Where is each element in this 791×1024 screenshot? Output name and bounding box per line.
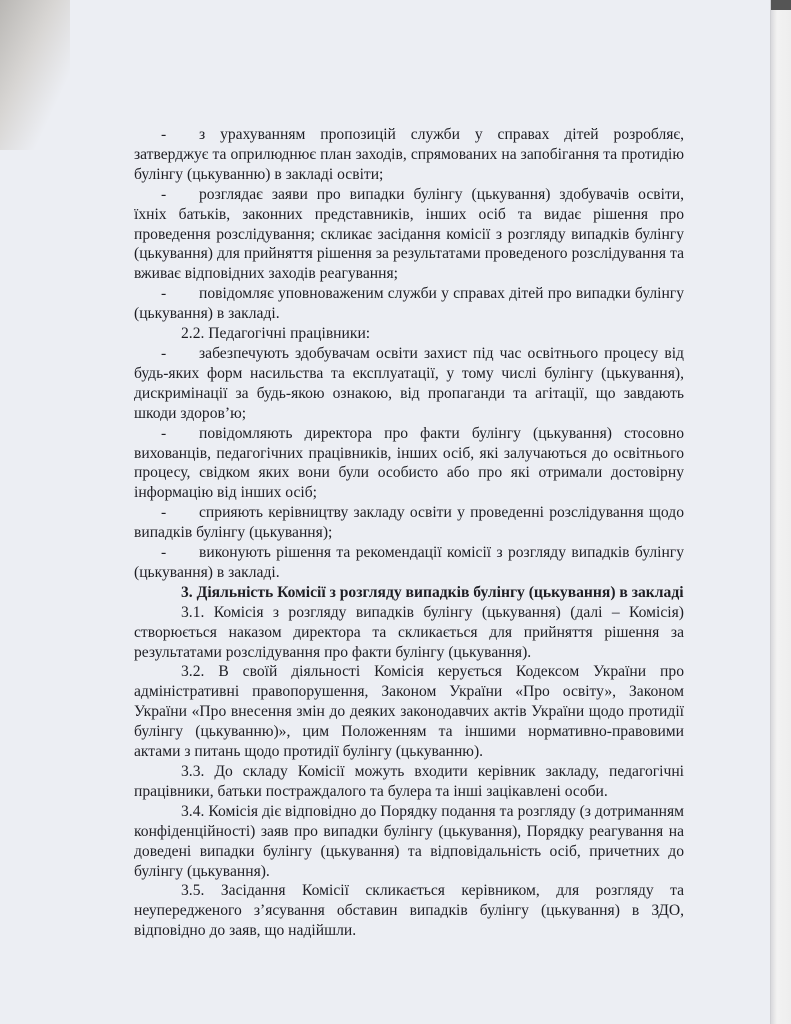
bullet-dash: -	[161, 344, 167, 362]
list-item-text: повідомляє уповноваженим служби у справах дітей про випадки булінгу (цькування) в закладі.	[134, 285, 684, 323]
list-item-text: забезпечують здобувачам освіти захист під час освітнього процесу від будь-яких форм насильства та експлуатації, у тому числі булінгу (цькування), дискримінації за будь-якою ознакою, від пропаганди та агітації, що завдають шкоди здоров’ю;	[134, 344, 684, 422]
list-item	[134, 284, 684, 324]
paragraph-3-3: 3.3. До складу Комісії можуть входити керівник закладу, педагогічні працівники, батьки постраждалого та булера та інші зацікавлені особи.	[134, 763, 684, 800]
paragraph-3-4: 3.4. Комісія діє відповідно до Порядку подання та розгляду (з дотриманням конфіденційності) заяв про випадки булінгу (цькування), Порядку реагування на доведені випадки булінгу (цькування) та відповідальність осіб, причетних до булінгу (цькування).	[134, 802, 684, 880]
list-item-text: виконують рішення та рекомендації комісії з розгляду випадків булінгу (цькування) в закладі.	[134, 544, 684, 581]
scan-corner-shadow	[0, 0, 70, 150]
list-item	[134, 125, 684, 185]
section-3-heading: 3. Діяльність Комісії з розгляду випадків булінгу (цькування) в закладі	[181, 583, 684, 601]
list-item	[134, 344, 684, 424]
document-page	[134, 125, 684, 941]
bullet-dash: -	[161, 544, 167, 562]
list-item-text: повідомляють директора про факти булінгу (цькування) стосовно вихованців, педагогічних працівників, інших осіб, які залучаються до освітнього процесу, свідком яких вони були особисто або про які отримали достовірну інформацію від інших осіб;	[134, 424, 684, 502]
bullet-dash: -	[161, 185, 167, 203]
section-2-2-title: 2.2. Педагогічні працівники:	[181, 325, 371, 343]
list-item	[134, 543, 684, 583]
list-item-text: розглядає заяви про випадки булінгу (цькування) здобувачів освіти, їхніх батьків, законних представників, інших осіб та видає рішення про проведення розслідування; скликає засідання комісії з розгляду випадків булінгу (цькування) для прийняття рішення за результатами проведеного розслідування та вживає відповідних заходів реагування;	[134, 185, 684, 283]
list-item-text: з урахуванням пропозицій служби у справах дітей розробляє, затверджує та оприлюднює план заходів, спрямованих на запобігання та протидію булінгу (цькуванню) в закладі освіти;	[134, 126, 684, 183]
paragraph-3-1: 3.1. Комісія з розгляду випадків булінгу (цькування) (далі – Комісія) створюється наказом директора та скликається для прийняття рішення за результатами розслідування про факти булінгу (цькування).	[134, 603, 684, 661]
list-item	[134, 503, 684, 543]
bullet-dash: -	[161, 285, 167, 303]
bullet-dash: -	[161, 126, 167, 143]
bullet-dash: -	[161, 424, 167, 442]
list-item-text: сприяють керівництву закладу освіти у проведенні розслідування щодо випадків булінгу (цькування);	[134, 504, 684, 542]
scan-page-edge	[770, 0, 791, 1024]
list-item	[134, 185, 684, 285]
list-item	[134, 424, 684, 504]
paragraph-3-2: 3.2. В своїй діяльності Комісія керується Кодексом України про адміністративні правопорушення, Законом України «Про освіту», Законом України «Про внесення змін до деяких законодавчих актів України щодо протидії булінгу (цькуванню)», цим Положенням та іншими нормативно-правовими актами з питань щодо протидії булінгу (цькуванню).	[134, 663, 684, 761]
bullet-dash: -	[161, 504, 167, 522]
paragraph-3-5: 3.5. Засідання Комісії скликається керівником, для розгляду та неупередженого з’ясування обставин випадків булінгу (цькування) в ЗДО, відповідно до заяв, що надійшли.	[134, 882, 684, 940]
